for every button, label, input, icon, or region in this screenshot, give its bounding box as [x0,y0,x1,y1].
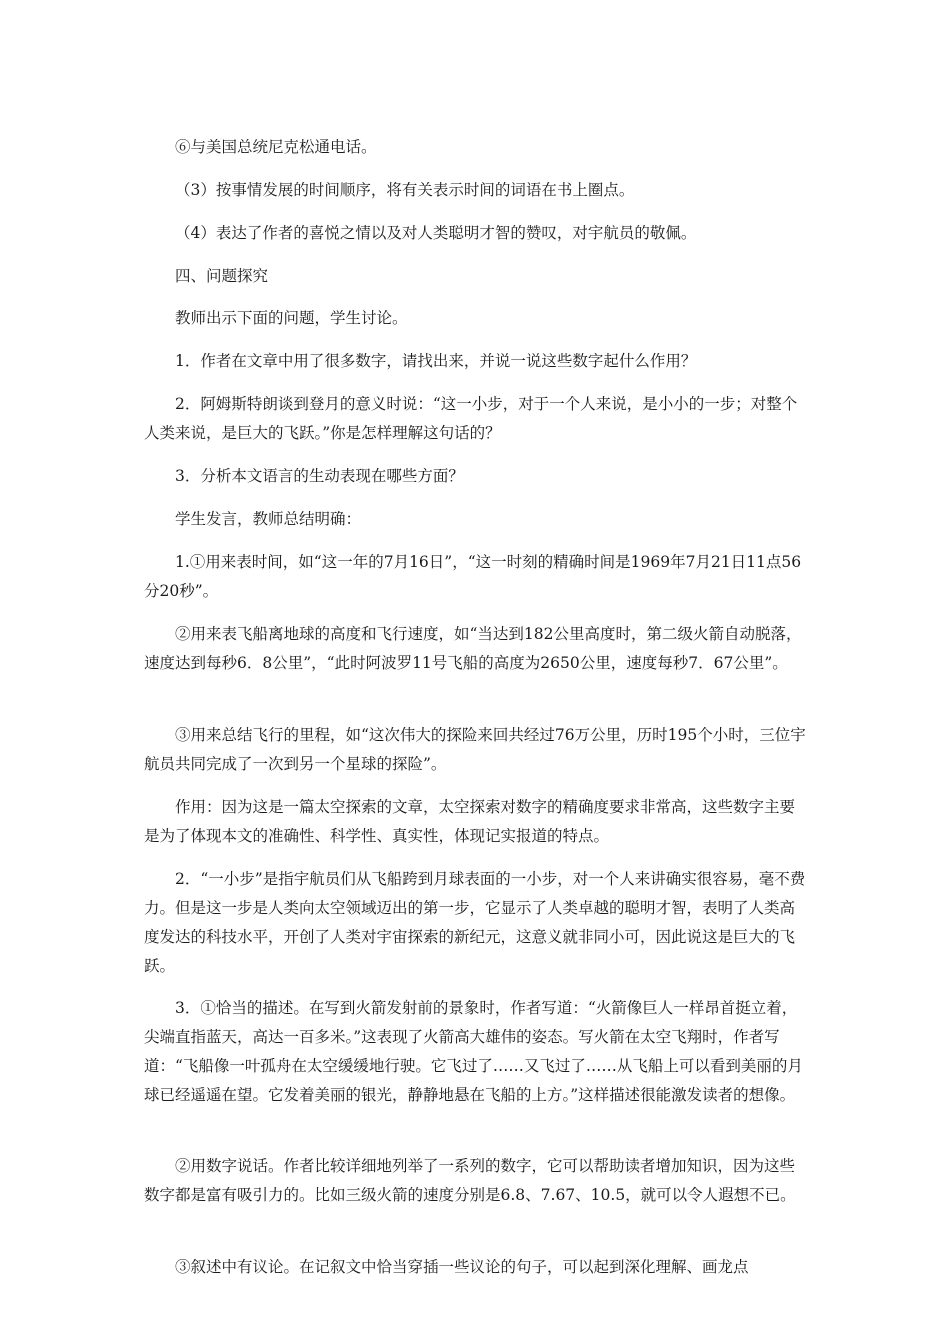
answer-2: 2．“一小步”是指宇航员们从飞船跨到月球表面的一小步，对一个人来讲确实很容易，毫不费力。但是这一步是人类向太空领域迈出的第一步，它显示了人类卓越的聪明才智，表明了人类高度发达的科技水平，开创了人类对宇宙探索的新纪元，这意义就非同小可，因此说这是巨大的飞跃。 [144,869,806,975]
answer-1-height-speed: ②用来表飞船离地球的高度和飞行速度，如“当达到182公里高度时，第二级火箭自动脱落，速度达到每秒6．8公里”，“此时阿波罗11号飞船的高度为2650公里，速度每秒7．67公里”。 [144,624,802,672]
question-3: 3．分析本文语言的生动表现在哪些方面？ [175,466,464,485]
paragraph-telephone-nixon: ⑥与美国总统尼克松通电话。 [175,137,377,156]
answer-3-narration-discussion: ③叙述中有议论。在记叙文中恰当穿插一些议论的句子，可以起到深化理解、画龙点 [175,1257,749,1276]
answer-3-description: 3．①恰当的描述。在写到火箭发射前的景象时，作者写道：“火箭像巨人一样昂首挺立着，尖端直指蓝天，高达一百多米。”这表现了火箭高大雄伟的姿态。写火箭在太空飞翔时，作者写道：“飞船像一叶孤舟在太空缓缓地行驶。它飞过了……又飞过了……从飞船上可以看到美丽的月球已经遥遥在望。它发着美丽的银光，静静地悬在飞船的上方。”这样描述很能激发读者的想像。 [144,998,803,1104]
answer-1-time: 1.①用来表时间，如“这一年的7月16日”，“这一时刻的精确时间是1969年7月21日11点56分20秒”。 [144,552,802,600]
answer-1-mileage: ③用来总结飞行的里程，如“这次伟大的探险来回共经过76万公里，历时195个小时，三位宇航员共同完成了一次到另一个星球的探险”。 [144,725,806,773]
answer-3-numbers: ②用数字说话。作者比较详细地列举了一系列的数字，它可以帮助读者增加知识，因为这些数字都是富有吸引力的。比如三级火箭的速度分别是6.8、7.67、10.5，就可以令人遐想不已。 [144,1156,796,1204]
answer-1-function: 作用：因为这是一篇太空探索的文章，太空探索对数字的精确度要求非常高，这些数字主要是为了体现本文的准确性、科学性、真实性，体现记实报道的特点。 [144,797,796,845]
paragraph-time-order: （3）按事情发展的时间顺序，将有关表示时间的词语在书上圈点。 [175,180,635,199]
paragraph-teacher-shows: 教师出示下面的问题，学生讨论。 [175,308,408,327]
question-2: 2．阿姆斯特朗谈到登月的意义时说：“这一小步，对于一个人来说，是小小的一步；对整个人类来说，是巨大的飞跃。”你是怎样理解这句话的？ [144,394,798,442]
section-heading-problem-inquiry: 四、问题探究 [175,266,269,285]
question-1: 1．作者在文章中用了很多数字，请找出来，并说一说这些数字起什么作用？ [175,351,697,370]
paragraph-student-speech: 学生发言，教师总结明确： [175,509,362,528]
paragraph-author-feelings: （4）表达了作者的喜悦之情以及对人类聪明才智的赞叹，对宇航员的敬佩。 [175,223,697,242]
